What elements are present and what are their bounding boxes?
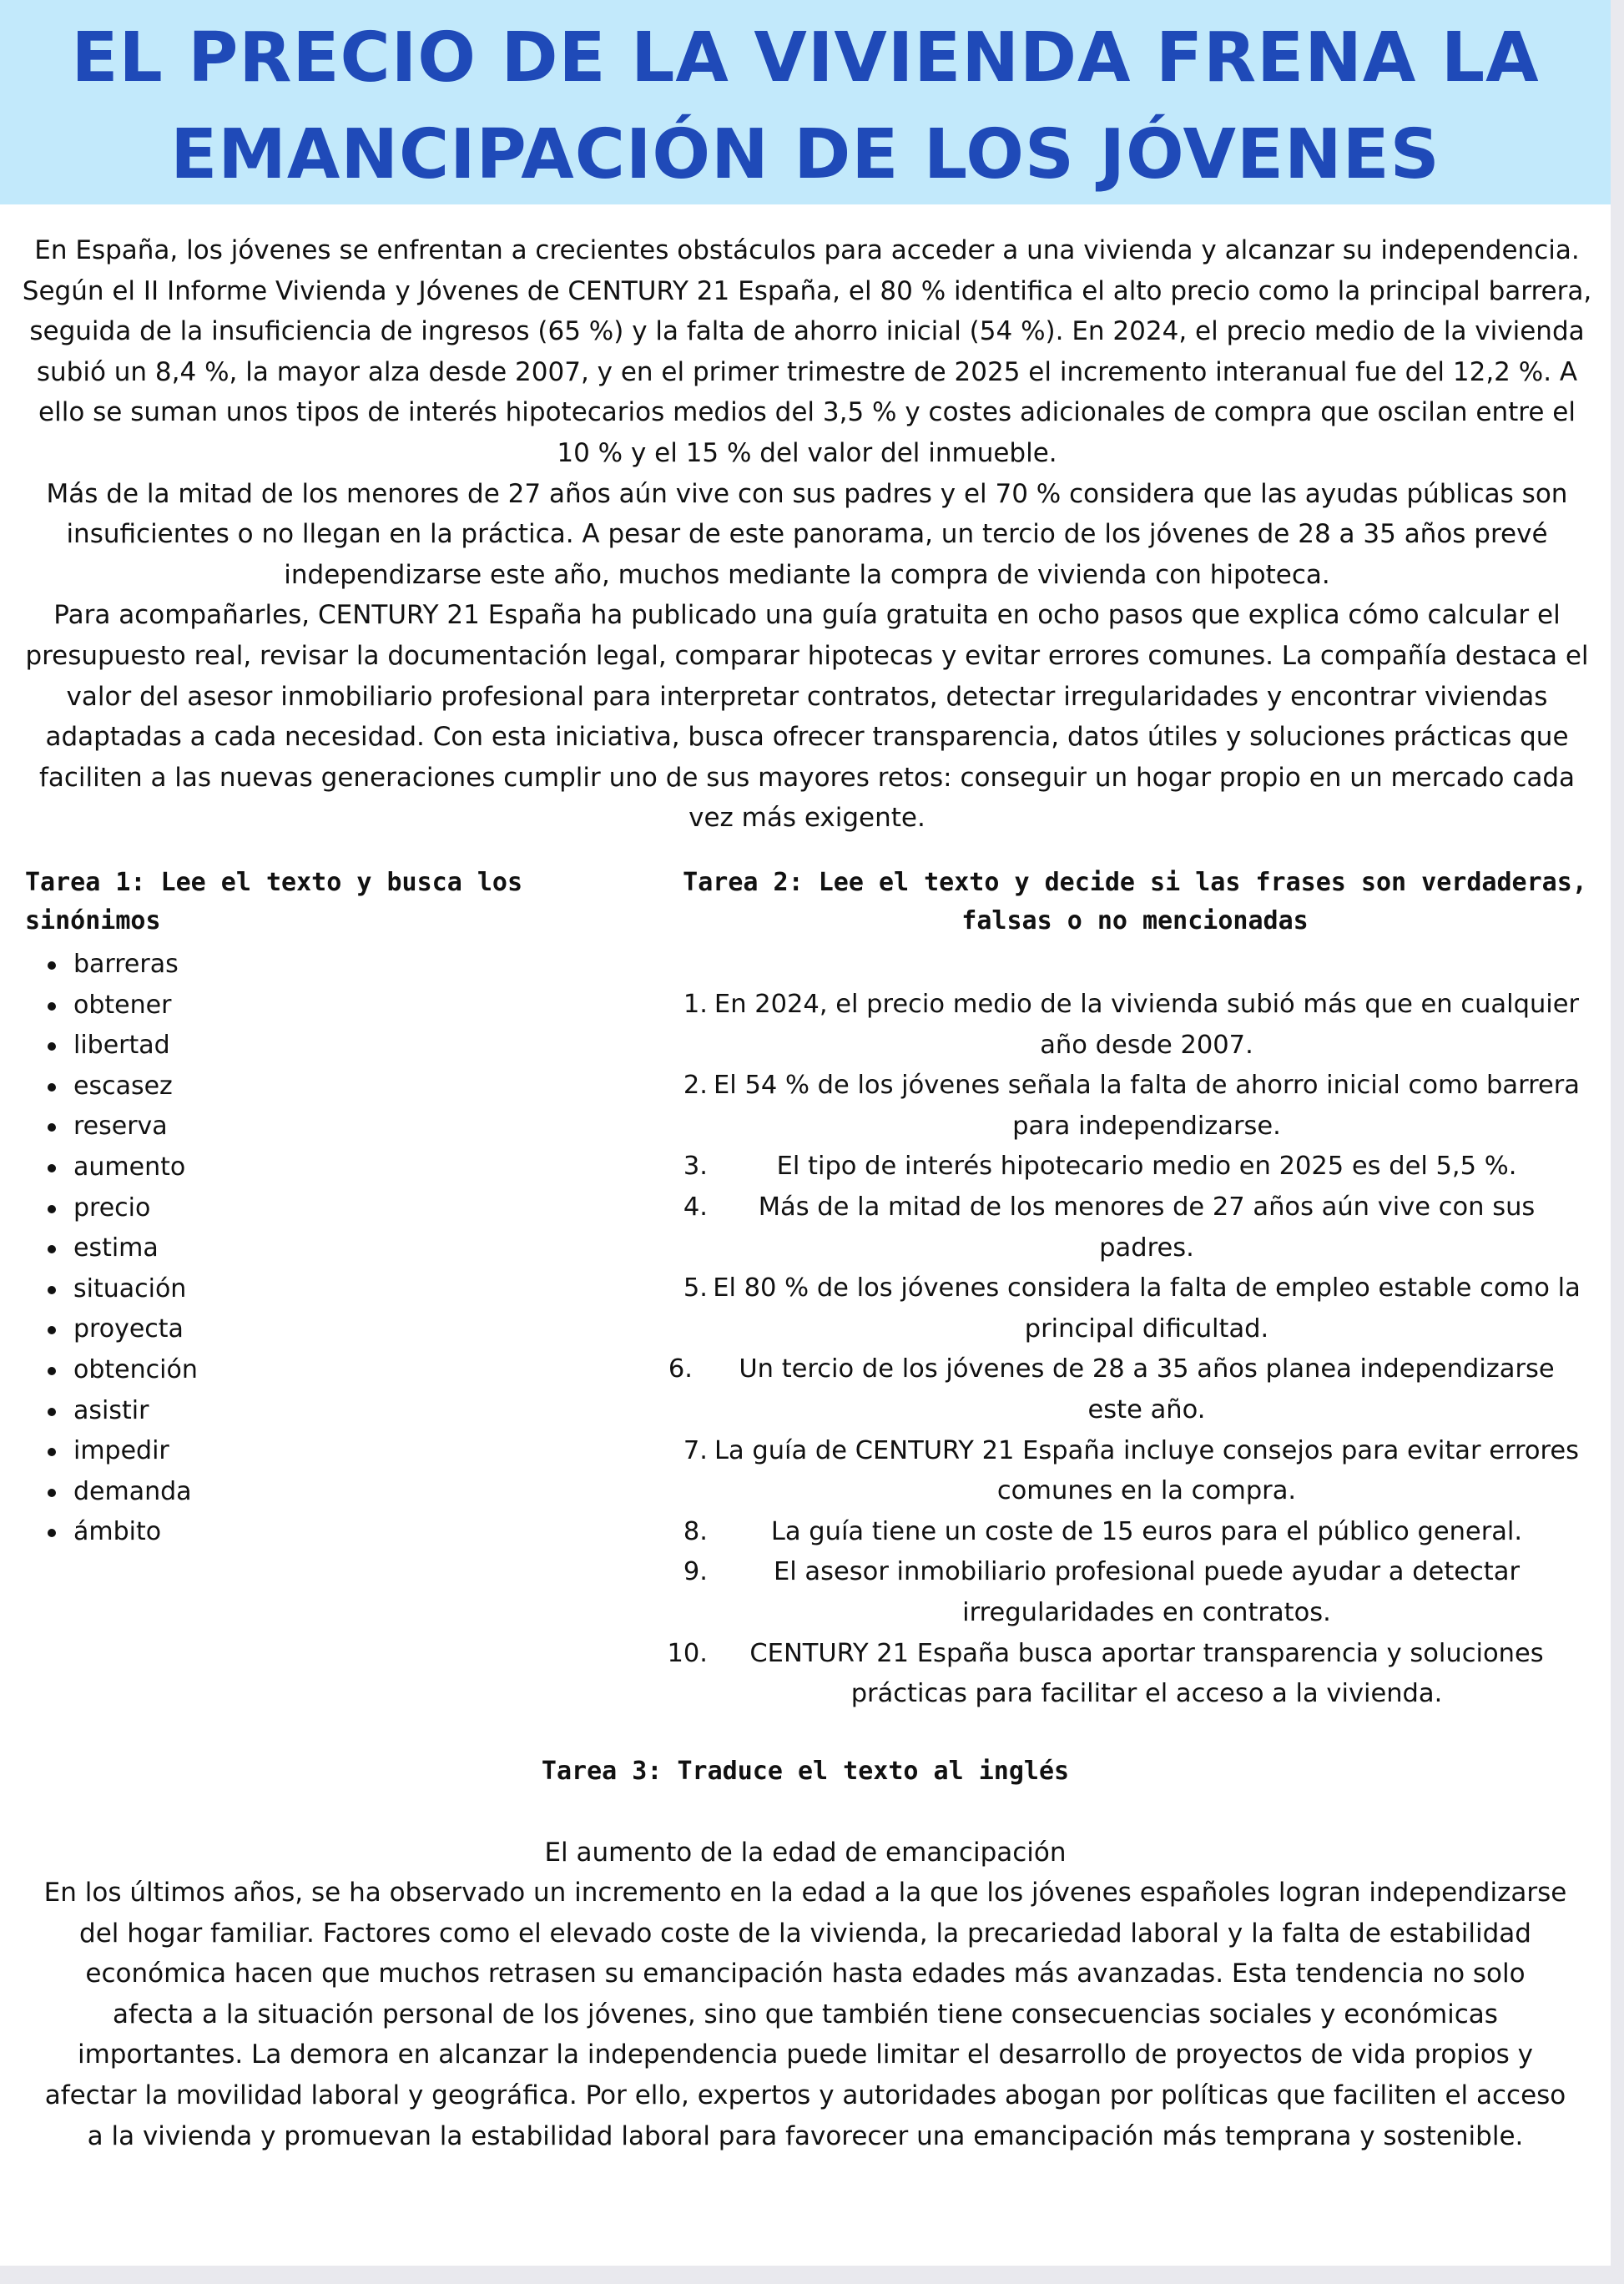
statement-item	[659, 985, 1586, 1066]
page-title	[0, 10, 1611, 204]
statement-text: CENTURY 21 España busca aportar transparencia y soluciones prácticas para facilitar el acceso a la vivienda.	[749, 1638, 1544, 1709]
statement-number: 2.	[683, 1071, 708, 1101]
synonym-item: libertad	[73, 1026, 641, 1066]
synonym-item: proyecta	[73, 1309, 641, 1350]
synonym-item: aumento	[73, 1147, 641, 1188]
synonym-item: asistir	[73, 1391, 641, 1432]
statement-text: El tipo de interés hipotecario medio en 2025 es del 5,5 %.	[776, 1152, 1517, 1182]
synonym-item: estima	[73, 1228, 641, 1269]
task-1-heading: Tarea 1: Lee el texto y busca los sinónimos	[25, 868, 523, 935]
statement-number: 6.	[668, 1354, 693, 1384]
statement-text: Más de la mitad de los menores de 27 años aún vive con sus padres.	[758, 1192, 1536, 1263]
translation-text-body: En los últimos años, se ha observado un incremento en la edad a la que los jóvenes españoles logran independizarse del hogar familiar. Factores como el elevado coste de la vivienda, la precariedad laboral y la falta de estabilidad económica hacen que muchos retrasen su emancipación hasta edades más avanzadas. Esta tendencia no solo afecta a la situación personal de los jóvenes, sino que también tiene consecuencias sociales y económicas importantes. La demora en alcanzar la independencia puede limitar el desarrollo de proyectos de vida propios y afectar la movilidad laboral y geográfica. Por ello, expertos y autoridades abogan por políticas que faciliten el acceso a la vivienda y promuevan la estabilidad laboral para favorecer una emancipación más temprana y sostenible.	[43, 1878, 1567, 2151]
synonym-item: obtención	[73, 1350, 641, 1391]
statement-text: El asesor inmobiliario profesional puede ayudar a detectar irregularidades en contratos.	[773, 1557, 1521, 1627]
statement-number: 8.	[683, 1516, 708, 1546]
synonym-item: ámbito	[73, 1512, 641, 1553]
synonym-item: impedir	[73, 1431, 641, 1472]
statement-text: La guía de CENTURY 21 España incluye consejos para evitar errores comunes en la compra.	[714, 1435, 1580, 1506]
synonym-item: escasez	[73, 1066, 641, 1107]
intro-paragraph-1: En España, los jóvenes se enfrentan a crecientes obstáculos para acceder a una vivienda y alcanzar su independencia. Según el II Informe Vivienda y Jóvenes de CENTURY 21 España, el 80 % identifica el alto precio como la principal barrera, seguida de la insuficiencia de ingresos (65 %) y la falta de ahorro inicial (54 %). En 2024, el precio medio de la vivienda subió un 8,4 %, la mayor alza desde 2007, y en el primer trimestre de 2025 el incremento interanual fue del 12,2 %. A ello se suman unos tipos de interés hipotecarios medios del 3,5 % y costes adicionales de compra que oscilan entre el 10 % y el 15 % del valor del inmueble.	[22, 235, 1592, 468]
true-false-statement-list	[659, 985, 1586, 1715]
task-2-heading: Tarea 2: Lee el texto y decide si las frases son verdaderas, falsas o no mencionadas	[683, 868, 1587, 935]
title-banner	[0, 0, 1611, 204]
intro-paragraph-2: Más de la mitad de los menores de 27 años aún vive con sus padres y el 70 % considera que las ayudas públicas son insuficientes o no llegan en la práctica. A pesar de este panorama, un tercio de los jóvenes de 28 a 35 años prevé independizarse este año, muchos mediante la compra de vivienda con hipoteca.	[46, 478, 1568, 590]
intro-text	[18, 230, 1596, 839]
statement-number: 3.	[683, 1152, 708, 1182]
statement-item	[659, 1187, 1586, 1268]
synonym-item: obtener	[73, 986, 641, 1026]
statement-number: 9.	[683, 1557, 708, 1587]
title-line-1: EL PRECIO DE LA VIVIENDA FRENA LA	[71, 18, 1540, 98]
statement-text: En 2024, el precio medio de la vivienda subió más que en cualquier año desde 2007.	[714, 990, 1580, 1060]
statement-item	[659, 1066, 1586, 1147]
synonym-item: reserva	[73, 1107, 641, 1147]
statement-item	[659, 1349, 1586, 1430]
statement-number: 4.	[683, 1192, 708, 1222]
statement-item	[659, 1268, 1586, 1349]
title-line-2: EMANCIPACIÓN DE LOS JÓVENES	[170, 115, 1440, 194]
statement-number: 7.	[683, 1435, 708, 1465]
translation-text-title: El aumento de la edad de emancipación	[544, 1838, 1067, 1868]
synonym-item: situación	[73, 1269, 641, 1310]
task-3-heading: Tarea 3: Traduce el texto al inglés	[541, 1757, 1070, 1786]
intro-paragraph-3: Para acompañarles, CENTURY 21 España ha publicado una guía gratuita en ocho pasos que explica cómo calcular el presupuesto real, revisar la documentación legal, comparar hipotecas y evitar errores comunes. La compañía destaca el valor del asesor inmobiliario profesional para interpretar contratos, detectar irregularidades y encontrar viviendas adaptadas a cada necesidad. Con esta iniciativa, busca ofrecer transparencia, datos útiles y soluciones prácticas que faciliten a las nuevas generaciones cumplir uno de sus mayores retos: conseguir un hogar propio en un mercado cada vez más exigente.	[25, 600, 1589, 834]
statement-item	[659, 1147, 1586, 1187]
synonym-item: precio	[73, 1188, 641, 1229]
statement-text: El 80 % de los jóvenes considera la falta de empleo estable como la principal dificultad.	[713, 1273, 1581, 1344]
statement-number: 1.	[683, 990, 708, 1019]
statement-text: Un tercio de los jóvenes de 28 a 35 años planea independizarse este año.	[739, 1354, 1555, 1424]
statement-item	[659, 1552, 1586, 1633]
statement-text: La guía tiene un coste de 15 euros para el público general.	[770, 1516, 1523, 1546]
synonym-item: demanda	[73, 1472, 641, 1513]
statement-number: 10.	[667, 1638, 708, 1668]
statement-item	[659, 1634, 1586, 1715]
statement-number: 5.	[683, 1273, 708, 1303]
statement-item	[659, 1512, 1586, 1553]
statement-text: El 54 % de los jóvenes señala la falta de ahorro inicial como barrera para independizarse.	[714, 1071, 1580, 1141]
synonym-item: barreras	[73, 945, 641, 986]
synonym-word-list	[73, 945, 641, 1553]
statement-item	[659, 1431, 1586, 1512]
